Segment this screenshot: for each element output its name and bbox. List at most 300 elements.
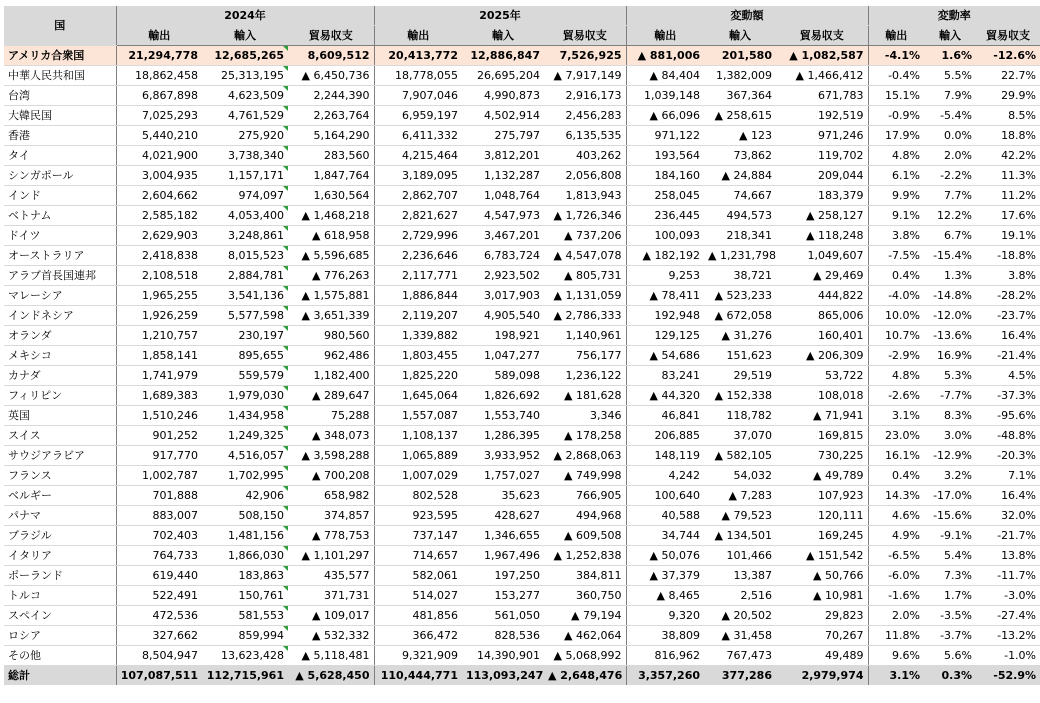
value-cell: ▲ 258,615 [704,106,776,126]
value-cell: 100,640 [626,486,704,506]
value-cell: 2,729,996 [374,226,462,246]
value-cell: 129,125 [626,326,704,346]
value-cell: 40,588 [626,506,704,526]
country-cell: サウジアラビア [4,446,116,466]
value-cell: 5.5% [924,66,976,86]
value-cell: 10.7% [868,326,924,346]
value-cell: 107,923 [776,486,868,506]
value-cell: -6.0% [868,566,924,586]
value-cell: 1,886,844 [374,286,462,306]
value-cell: 1.7% [924,586,976,606]
value-cell: 2,821,627 [374,206,462,226]
value-cell: -2.2% [924,166,976,186]
value-cell: 4,905,540 [462,306,544,326]
value-cell: 367,364 [704,86,776,106]
value-cell: 481,856 [374,606,462,626]
value-cell: 3,189,095 [374,166,462,186]
table-row [4,586,1040,606]
value-cell: 2,119,207 [374,306,462,326]
value-cell: ▲ 749,998 [544,466,626,486]
value-cell: ▲ 1,082,587 [776,46,868,66]
value-cell: 522,491 [116,586,202,606]
value-cell: 360,750 [544,586,626,606]
subheader-2024-imports: 輸入 [202,26,288,46]
value-cell: 1,236,122 [544,366,626,386]
group-header-change-rate: 変動率 [868,6,1040,26]
value-cell: 3.2% [924,466,976,486]
country-cell: トルコ [4,586,116,606]
value-cell: -2.9% [868,346,924,366]
value-cell: 16.4% [976,486,1040,506]
value-cell: 21,294,778 [116,46,202,66]
value-cell: 767,473 [704,646,776,666]
value-cell: ▲ 181,628 [544,386,626,406]
country-cell: フィリピン [4,386,116,406]
value-cell: 559,579 [202,366,288,386]
value-cell: 6,135,535 [544,126,626,146]
value-cell: ▲ 84,404 [626,66,704,86]
table-row [4,266,1040,286]
value-cell: 17.6% [976,206,1040,226]
value-cell: 119,702 [776,146,868,166]
value-cell: ▲ 50,766 [776,566,868,586]
value-cell: ▲ 289,647 [288,386,374,406]
value-cell: ▲ 348,073 [288,426,374,446]
value-cell: 561,050 [462,606,544,626]
value-cell: 974,097 [202,186,288,206]
country-cell: ロシア [4,626,116,646]
value-cell: ▲ 5,596,685 [288,246,374,266]
value-cell: 980,560 [288,326,374,346]
value-cell: 1,039,148 [626,86,704,106]
value-cell: ▲ 582,105 [704,446,776,466]
value-cell: 8.5% [976,106,1040,126]
value-cell: 730,225 [776,446,868,466]
value-cell: 6,783,724 [462,246,544,266]
value-cell: 9,320 [626,606,704,626]
value-cell: 29,519 [704,366,776,386]
value-cell: 7.7% [924,186,976,206]
value-cell: 1,858,141 [116,346,202,366]
value-cell: ▲ 1,726,346 [544,206,626,226]
country-cell: マレーシア [4,286,116,306]
country-cell: パナマ [4,506,116,526]
value-cell: 5.4% [924,546,976,566]
country-cell: ベトナム [4,206,116,226]
value-cell: ▲ 2,868,063 [544,446,626,466]
value-cell: 53,722 [776,366,868,386]
country-cell: メキシコ [4,346,116,366]
table-row [4,126,1040,146]
value-cell: 13,387 [704,566,776,586]
country-cell: スイス [4,426,116,446]
value-cell: -52.9% [976,666,1040,686]
value-cell: 3.0% [924,426,976,446]
value-cell: 472,536 [116,606,202,626]
value-cell: 971,246 [776,126,868,146]
value-cell: 3.1% [868,406,924,426]
value-cell: 3,933,952 [462,446,544,466]
value-cell: 4,021,900 [116,146,202,166]
value-cell: 151,623 [704,346,776,366]
value-cell: ▲ 20,502 [704,606,776,626]
value-cell: ▲ 178,258 [544,426,626,446]
value-cell: 9.9% [868,186,924,206]
value-cell: -7.5% [868,246,924,266]
value-cell: 2,516 [704,586,776,606]
value-cell: 6,959,197 [374,106,462,126]
table-row [4,206,1040,226]
value-cell: 4.8% [868,366,924,386]
value-cell: 1,007,029 [374,466,462,486]
value-cell: 197,250 [462,566,544,586]
value-cell: 1,557,087 [374,406,462,426]
value-cell: 29.9% [976,86,1040,106]
group-header-2025: 2025年 [374,6,626,26]
value-cell: -20.3% [976,446,1040,466]
value-cell: 4.5% [976,366,1040,386]
country-cell: ポーランド [4,566,116,586]
subheader-2024-exports: 輸出 [116,26,202,46]
value-cell: 3,017,903 [462,286,544,306]
total-label: 総計 [4,666,116,686]
country-cell: カナダ [4,366,116,386]
value-cell: ▲ 5,118,481 [288,646,374,666]
value-cell: 9,321,909 [374,646,462,666]
value-cell: 2,884,781 [202,266,288,286]
value-cell: 8,015,523 [202,246,288,266]
value-cell: -14.8% [924,286,976,306]
value-cell: 0.3% [924,666,976,686]
value-cell: 1,140,961 [544,326,626,346]
value-cell: ▲ 776,263 [288,266,374,286]
value-cell: 1,979,030 [202,386,288,406]
value-cell: 16.1% [868,446,924,466]
value-cell: 25,313,195 [202,66,288,86]
value-cell: 12,685,265 [202,46,288,66]
value-cell: 17.9% [868,126,924,146]
value-cell: 327,662 [116,626,202,646]
value-cell: 494,573 [704,206,776,226]
value-cell: 148,119 [626,446,704,466]
value-cell: 828,536 [462,626,544,646]
value-cell: ▲ 6,450,736 [288,66,374,86]
value-cell: 6,411,332 [374,126,462,146]
table-row [4,486,1040,506]
table-row [4,406,1040,426]
value-cell: 766,905 [544,486,626,506]
value-cell: ▲ 609,508 [544,526,626,546]
group-header-2024: 2024年 [116,6,374,26]
value-cell: 218,341 [704,226,776,246]
value-cell: ▲ 7,917,149 [544,66,626,86]
value-cell: ▲ 31,458 [704,626,776,646]
value-cell: 3.1% [868,666,924,686]
table-row [4,246,1040,266]
value-cell: ▲ 1,575,881 [288,286,374,306]
value-cell: -13.2% [976,626,1040,646]
value-cell: ▲ 805,731 [544,266,626,286]
value-cell: 737,147 [374,526,462,546]
table-row [4,426,1040,446]
value-cell: 366,472 [374,626,462,646]
value-cell: 1,047,277 [462,346,544,366]
value-cell: 816,962 [626,646,704,666]
value-cell: -18.8% [976,246,1040,266]
value-cell: 22.7% [976,66,1040,86]
value-cell: ▲ 10,981 [776,586,868,606]
value-cell: 9.1% [868,206,924,226]
value-cell: 160,401 [776,326,868,346]
table-row [4,546,1040,566]
value-cell: 193,564 [626,146,704,166]
value-cell: 38,721 [704,266,776,286]
value-cell: 6.7% [924,226,976,246]
value-cell: 1,434,958 [202,406,288,426]
value-cell: 4.9% [868,526,924,546]
country-cell: 中華人民共和国 [4,66,116,86]
country-cell: 英国 [4,406,116,426]
value-cell: 1,813,943 [544,186,626,206]
value-cell: 671,783 [776,86,868,106]
value-cell: 101,466 [704,546,776,566]
value-cell: 1,249,325 [202,426,288,446]
value-cell: 7,025,293 [116,106,202,126]
value-cell: 46,841 [626,406,704,426]
value-cell: -2.6% [868,386,924,406]
value-cell: 1,553,740 [462,406,544,426]
value-cell: 11.3% [976,166,1040,186]
table-body [4,46,1040,686]
value-cell: ▲ 1,101,297 [288,546,374,566]
value-cell: ▲ 1,231,798 [704,246,776,266]
value-cell: 3.8% [868,226,924,246]
value-cell: -15.6% [924,506,976,526]
value-cell: 1,108,137 [374,426,462,446]
value-cell: 19.1% [976,226,1040,246]
value-cell: 6,867,898 [116,86,202,106]
value-cell: 10.0% [868,306,924,326]
value-cell: 901,252 [116,426,202,446]
value-cell: ▲ 462,064 [544,626,626,646]
value-cell: 2,979,974 [776,666,868,686]
value-cell: 5,440,210 [116,126,202,146]
value-cell: ▲ 66,096 [626,106,704,126]
country-cell: タイ [4,146,116,166]
country-cell: フランス [4,466,116,486]
value-cell: 374,857 [288,506,374,526]
value-cell: ▲ 79,194 [544,606,626,626]
country-cell: シンガポール [4,166,116,186]
value-cell: 2,244,390 [288,86,374,106]
value-cell: 0.4% [868,466,924,486]
value-cell: 113,093,247 [462,666,544,686]
subheader-change-balance: 貿易収支 [776,26,868,46]
country-cell: インド [4,186,116,206]
value-cell: 2,056,808 [544,166,626,186]
value-cell: 1,481,156 [202,526,288,546]
value-cell: 16.4% [976,326,1040,346]
group-header-change-amount: 変動額 [626,6,868,26]
value-cell: 581,553 [202,606,288,626]
value-cell: 2,916,173 [544,86,626,106]
value-cell: 5,577,598 [202,306,288,326]
value-cell: ▲ 134,501 [704,526,776,546]
country-cell: ブラジル [4,526,116,546]
value-cell: 802,528 [374,486,462,506]
country-cell: ベルギー [4,486,116,506]
value-cell: -23.7% [976,306,1040,326]
table-row [4,346,1040,366]
value-cell: 3,812,201 [462,146,544,166]
value-cell: -1.6% [868,586,924,606]
value-cell: 12,886,847 [462,46,544,66]
value-cell: 0.0% [924,126,976,146]
value-cell: 206,885 [626,426,704,446]
value-cell: -1.0% [976,646,1040,666]
value-cell: ▲ 44,320 [626,386,704,406]
value-cell: 35,623 [462,486,544,506]
table-row [4,146,1040,166]
country-cell: オランダ [4,326,116,346]
value-cell: 1,826,692 [462,386,544,406]
table-row [4,106,1040,126]
value-cell: ▲ 71,941 [776,406,868,426]
value-cell: 403,262 [544,146,626,166]
country-cell: 香港 [4,126,116,146]
value-cell: 2,585,182 [116,206,202,226]
value-cell: 9.6% [868,646,924,666]
value-cell: 8,609,512 [288,46,374,66]
value-cell: 7.9% [924,86,976,106]
value-cell: ▲ 8,465 [626,586,704,606]
table-row [4,326,1040,346]
value-cell: 702,403 [116,526,202,546]
table-row [4,226,1040,246]
trade-balance-table [4,6,1040,685]
value-cell: 153,277 [462,586,544,606]
value-cell: 701,888 [116,486,202,506]
value-cell: 14,390,901 [462,646,544,666]
value-cell: ▲ 29,469 [776,266,868,286]
value-cell: 4,547,973 [462,206,544,226]
value-cell: 1,065,889 [374,446,462,466]
value-cell: 971,122 [626,126,704,146]
value-cell: 1,866,030 [202,546,288,566]
value-cell: 6.1% [868,166,924,186]
value-cell: 589,098 [462,366,544,386]
value-cell: 32.0% [976,506,1040,526]
value-cell: 275,920 [202,126,288,146]
value-cell: 1,182,400 [288,366,374,386]
country-cell: その他 [4,646,116,666]
table-row [4,526,1040,546]
value-cell: 34,744 [626,526,704,546]
value-cell: 514,027 [374,586,462,606]
value-cell: ▲ 5,628,450 [288,666,374,686]
value-cell: 70,267 [776,626,868,646]
value-cell: ▲ 700,208 [288,466,374,486]
value-cell: -95.6% [976,406,1040,426]
value-cell: 1,382,009 [704,66,776,86]
country-cell: 台湾 [4,86,116,106]
value-cell: 508,150 [202,506,288,526]
value-cell: 9,253 [626,266,704,286]
value-cell: 3.8% [976,266,1040,286]
value-cell: 962,486 [288,346,374,366]
value-cell: ▲ 49,789 [776,466,868,486]
value-cell: 5.3% [924,366,976,386]
value-cell: 1,803,455 [374,346,462,366]
total-row [4,666,1040,686]
table-row [4,646,1040,666]
value-cell: 4,502,914 [462,106,544,126]
value-cell: 283,560 [288,146,374,166]
value-cell: -37.3% [976,386,1040,406]
value-cell: 1,286,395 [462,426,544,446]
value-cell: ▲ 2,786,333 [544,306,626,326]
value-cell: 1,825,220 [374,366,462,386]
value-cell: ▲ 672,058 [704,306,776,326]
value-cell: 74,667 [704,186,776,206]
value-cell: -12.0% [924,306,976,326]
value-cell: 198,921 [462,326,544,346]
value-cell: 4,215,464 [374,146,462,166]
value-cell: -9.1% [924,526,976,546]
value-cell: 183,863 [202,566,288,586]
value-cell: ▲ 3,651,339 [288,306,374,326]
value-cell: ▲ 182,192 [626,246,704,266]
value-cell: 2,236,646 [374,246,462,266]
value-cell: ▲ 523,233 [704,286,776,306]
value-cell: 23.0% [868,426,924,446]
value-cell: 1,049,607 [776,246,868,266]
value-cell: 4,761,529 [202,106,288,126]
value-cell: ▲ 152,338 [704,386,776,406]
value-cell: 2,263,764 [288,106,374,126]
value-cell: ▲ 618,958 [288,226,374,246]
value-cell: 1,630,564 [288,186,374,206]
value-cell: 100,093 [626,226,704,246]
value-cell: 582,061 [374,566,462,586]
value-cell: 16.9% [924,346,976,366]
subheader-2025-balance: 貿易収支 [544,26,626,46]
subheader-change-exports: 輸出 [626,26,704,46]
value-cell: 5,164,290 [288,126,374,146]
value-cell: -6.5% [868,546,924,566]
value-cell: 4,990,873 [462,86,544,106]
value-cell: 1,510,246 [116,406,202,426]
country-cell: アラブ首長国連邦 [4,266,116,286]
value-cell: ▲ 78,411 [626,286,704,306]
value-cell: ▲ 54,686 [626,346,704,366]
value-cell: -4.1% [868,46,924,66]
value-cell: 865,006 [776,306,868,326]
value-cell: 1,002,787 [116,466,202,486]
value-cell: 2,456,283 [544,106,626,126]
value-cell: 3,357,260 [626,666,704,686]
value-cell: 8,504,947 [116,646,202,666]
value-cell: ▲ 1,131,059 [544,286,626,306]
value-cell: 108,018 [776,386,868,406]
country-cell: オーストラリア [4,246,116,266]
value-cell: -3.5% [924,606,976,626]
table-row [4,466,1040,486]
value-cell: 112,715,961 [202,666,288,686]
value-cell: 184,160 [626,166,704,186]
value-cell: -15.4% [924,246,976,266]
value-cell: 1,339,882 [374,326,462,346]
